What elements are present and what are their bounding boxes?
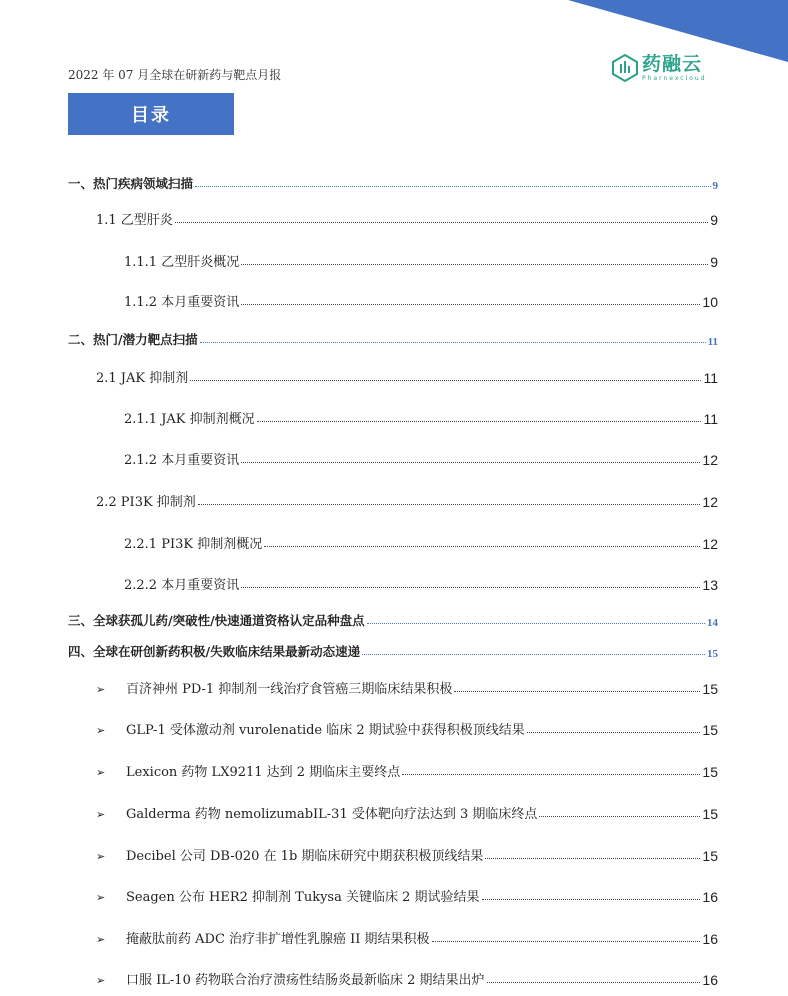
dot-leader [402, 774, 700, 775]
bullet-arrow-icon: ➢ [96, 766, 106, 779]
bullet-arrow-icon: ➢ [96, 808, 106, 821]
dot-leader [241, 304, 700, 305]
toc-entry[interactable] [96, 677, 718, 697]
toc-entry-label [124, 533, 262, 552]
toc-entry-label [124, 408, 255, 427]
toc-entry-label [96, 761, 400, 780]
toc-entry[interactable] [124, 448, 718, 468]
toc-page-number: 12 [702, 536, 718, 552]
dot-leader [367, 623, 705, 624]
toc-entry[interactable] [96, 366, 718, 386]
toc-page-number: 16 [702, 972, 718, 988]
dot-leader [539, 816, 700, 817]
toc-entry-text: 1.1 乙型肝炎 [96, 213, 173, 228]
dot-leader [241, 264, 708, 265]
toc-entry-label [124, 449, 239, 468]
toc-entry[interactable] [96, 927, 718, 947]
toc-entry[interactable] [96, 885, 718, 905]
toc-entry-text: 2.2.1 PI3K 抑制剂概况 [124, 537, 263, 552]
toc-page-number: 11 [703, 411, 718, 427]
toc-entry-label [96, 803, 537, 822]
toc-page-number: 15 [702, 806, 718, 822]
toc-page-number: 12 [702, 494, 718, 510]
toc-page-number: 13 [702, 577, 718, 593]
toc-entry[interactable] [96, 802, 718, 822]
toc-entry-text: 三、全球获孤儿药/突破性/快速通道资格认定品种盘点 [68, 613, 365, 628]
dot-leader [241, 462, 700, 463]
dot-leader [195, 186, 710, 187]
toc-page-number: 15 [702, 722, 718, 738]
toc-entry-text: 二、热门/潜力靶点扫描 [68, 332, 198, 347]
toc-page-number: 16 [702, 931, 718, 947]
toc-entry-label [96, 719, 525, 738]
toc-entry[interactable] [124, 250, 718, 270]
logo-subtitle: Pharnexcloud [642, 75, 707, 82]
dot-leader [200, 342, 706, 343]
logo-name: 药融云 [642, 53, 703, 75]
dot-leader [264, 546, 700, 547]
toc-entry-text: 掩蔽肽前药 ADC 治疗非扩增性乳腺癌 II 期结果积极 [126, 932, 430, 947]
toc-entry-text: 百济神州 PD-1 抑制剂一线治疗食管癌三期临床结果积极 [126, 682, 453, 697]
toc-entry-text: 2.2 PI3K 抑制剂 [96, 495, 196, 510]
toc-entry-label [68, 642, 360, 660]
toc-entry-label [96, 928, 430, 947]
dot-leader [198, 504, 701, 505]
toc-page-number: 9 [712, 180, 718, 192]
toc-page-number: 11 [707, 336, 718, 348]
dot-leader [485, 858, 700, 859]
toc-entry-label [96, 209, 173, 228]
toc-entry[interactable] [96, 490, 718, 510]
toc-entry-label [124, 291, 239, 310]
toc-entry[interactable] [96, 208, 718, 228]
toc-entry[interactable] [68, 328, 718, 348]
dot-leader [482, 899, 701, 900]
bullet-arrow-icon: ➢ [96, 683, 106, 696]
toc-entry[interactable] [124, 290, 718, 310]
toc-entry[interactable] [96, 968, 718, 988]
toc-entry[interactable] [96, 760, 718, 780]
toc-page-number: 12 [702, 452, 718, 468]
dot-leader [432, 941, 701, 942]
toc-page-number: 15 [707, 648, 718, 660]
toc-page-number: 15 [702, 764, 718, 780]
toc-entry[interactable] [96, 718, 718, 738]
toc-entry-text: 1.1.2 本月重要资讯 [124, 295, 240, 310]
toc-page-number: 10 [702, 294, 718, 310]
toc-entry-label [68, 174, 193, 192]
toc-entry[interactable] [124, 407, 718, 427]
toc-entry-text: GLP-1 受体激动剂 vurolenatide 临床 2 期试验中获得积极顶线结果 [126, 723, 525, 738]
toc-entry-text: Seagen 公布 HER2 抑制剂 Tukysa 关键临床 2 期试验结果 [126, 890, 480, 905]
toc-entry-label [96, 886, 480, 905]
toc-entry-text: 2.1.2 本月重要资讯 [124, 453, 240, 468]
toc-entry-text: Lexicon 药物 LX9211 达到 2 期临床主要终点 [126, 765, 401, 780]
report-title: 2022 年 07 月全球在研新药与靶点月报 [68, 68, 282, 82]
toc-entry-label [68, 611, 365, 629]
dot-leader [175, 222, 708, 223]
toc-entry-text: 2.2.2 本月重要资讯 [124, 578, 240, 593]
dot-leader [487, 982, 701, 983]
dot-leader [454, 691, 700, 692]
toc-entry-text: 四、全球在研创新药积极/失败临床结果最新动态速递 [68, 644, 361, 659]
toc-entry-text: 2.1.1 JAK 抑制剂概况 [124, 412, 255, 427]
toc-entry[interactable] [124, 573, 718, 593]
dot-leader [190, 380, 701, 381]
toc-entry-label [96, 845, 483, 864]
dot-leader [257, 421, 702, 422]
toc-page-number: 9 [710, 212, 718, 228]
dot-leader [362, 654, 705, 655]
toc-entry-text: Decibel 公司 DB-020 在 1b 期临床研究中期获积极顶线结果 [126, 849, 484, 864]
toc-entry-label [68, 330, 198, 348]
logo-icon [612, 54, 638, 82]
toc-entry[interactable] [68, 609, 718, 629]
toc-page-number: 16 [702, 889, 718, 905]
toc-page-number: 11 [703, 370, 718, 386]
toc-entry-label [96, 491, 196, 510]
toc-entry[interactable] [124, 532, 718, 552]
toc-entry[interactable] [68, 640, 718, 660]
toc-entry-text: Galderma 药物 nemolizumabIL-31 受体靶向疗法达到 3 期临床终点 [126, 807, 538, 822]
toc-page-number: 15 [702, 681, 718, 697]
toc-title: 目录 [68, 93, 234, 135]
bullet-arrow-icon: ➢ [96, 974, 106, 987]
toc-page-number: 14 [707, 617, 718, 629]
toc-entry[interactable] [68, 172, 718, 192]
bullet-arrow-icon: ➢ [96, 933, 106, 946]
toc-entry-text: 2.1 JAK 抑制剂 [96, 371, 189, 386]
toc-entry-text: 1.1.1 乙型肝炎概况 [124, 255, 240, 270]
logo [612, 54, 707, 82]
toc-entry[interactable] [96, 844, 718, 864]
toc-entry-text: 口服 IL-10 药物联合治疗溃疡性结肠炎最新临床 2 期结果出炉 [126, 973, 485, 988]
toc-entry-label [124, 574, 239, 593]
toc-entry-label [96, 969, 485, 988]
bullet-arrow-icon: ➢ [96, 891, 106, 904]
dot-leader [527, 732, 701, 733]
bullet-arrow-icon: ➢ [96, 850, 106, 863]
toc-entry-label [96, 678, 452, 697]
toc-page-number: 15 [702, 848, 718, 864]
bullet-arrow-icon: ➢ [96, 724, 106, 737]
dot-leader [241, 587, 700, 588]
toc-page-number: 9 [710, 254, 718, 270]
toc-entry-label [96, 367, 188, 386]
toc-entry-text: 一、热门疾病领域扫描 [68, 176, 194, 191]
toc-entry-label [124, 251, 239, 270]
